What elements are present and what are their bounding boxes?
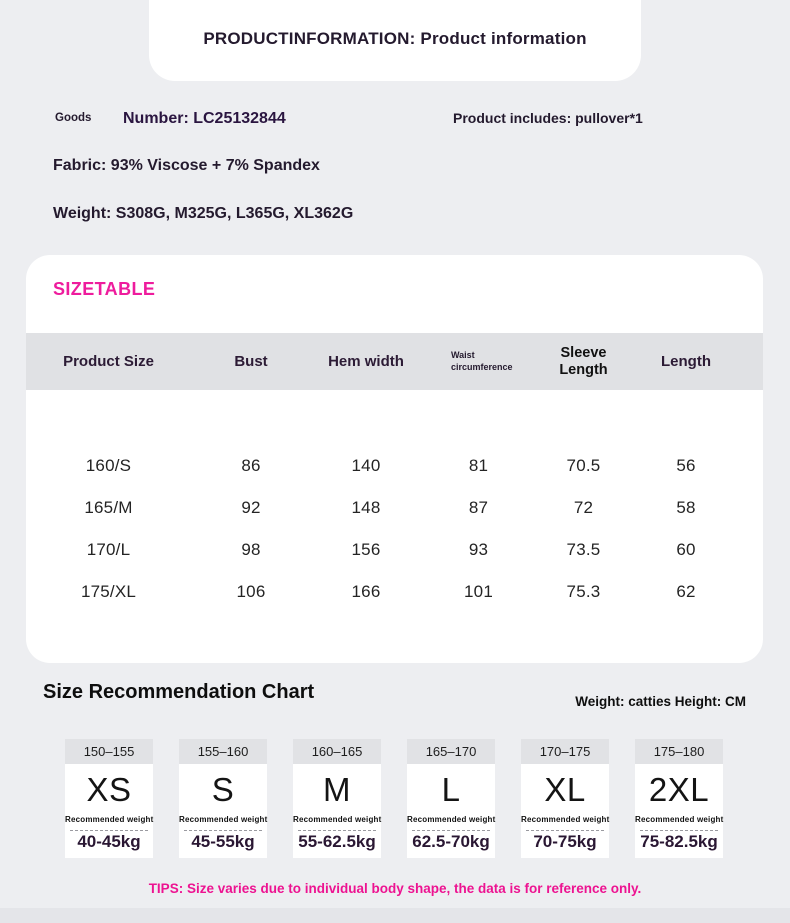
cell-sleeve: 70.5 (566, 456, 601, 475)
recommended-weight-label: Recommended weight (407, 815, 496, 824)
cell-hem-width: 166 (351, 582, 381, 601)
size-label: M (323, 771, 351, 808)
recommended-weight-label: Recommended weight (521, 815, 610, 824)
dashed-divider (184, 830, 262, 831)
goods-number: Number: LC25132844 (123, 110, 286, 127)
cell-length: 62 (676, 582, 696, 601)
size-recommendation-title: Size Recommendation Chart (43, 681, 315, 703)
size-card-l (407, 739, 495, 858)
size-card-s (179, 739, 267, 858)
tips-text: TIPS: Size varies due to individual body shape, the data is for reference only. (148, 881, 642, 896)
cell-product-size: 165/M (84, 498, 133, 517)
dashed-divider (298, 830, 376, 831)
cell-length: 58 (676, 498, 696, 517)
cell-bust: 106 (236, 582, 266, 601)
table-row (26, 529, 763, 571)
cell-length: 60 (676, 540, 696, 559)
cell-waist: 93 (468, 540, 489, 559)
cell-hem-width: 140 (351, 456, 381, 475)
cell-waist: 87 (468, 498, 489, 517)
size-label: XL (544, 771, 586, 808)
dashed-divider (526, 830, 604, 831)
cell-hem-width: 148 (351, 498, 381, 517)
height-range: 165–170 (407, 739, 495, 764)
units-note: Weight: catties Height: CM (575, 694, 746, 709)
page-title: PRODUCTINFORMATION: Product information (203, 29, 587, 48)
weight-range: 40-45kg (77, 832, 141, 851)
cell-length: 56 (676, 456, 696, 475)
size-label: L (441, 771, 461, 808)
cell-sleeve: 73.5 (566, 540, 601, 559)
fabric-info: Fabric: 93% Viscose + 7% Spandex (53, 157, 320, 174)
size-table-header-row (26, 333, 763, 390)
cell-hem-width: 156 (351, 540, 381, 559)
weight-range: 45-55kg (191, 832, 255, 851)
recommended-weight-label: Recommended weight (635, 815, 724, 824)
size-card-2xl (635, 739, 723, 858)
cell-product-size: 170/L (86, 540, 131, 559)
table-row (26, 571, 763, 613)
column-header-bust: Bust (234, 352, 268, 370)
cell-sleeve: 75.3 (566, 582, 601, 601)
height-range: 160–165 (293, 739, 381, 764)
recommended-weight-label: Recommended weight (65, 815, 154, 824)
column-header-length: Length (661, 352, 711, 370)
cell-bust: 86 (241, 456, 261, 475)
recommended-weight-label: Recommended weight (293, 815, 382, 824)
footer-strip (0, 908, 790, 923)
cell-sleeve: 72 (573, 498, 594, 517)
size-table-title: SIZETABLE (53, 279, 156, 299)
column-header-hem-width: Hem width (328, 352, 404, 370)
weight-range: 55-62.5kg (298, 832, 376, 851)
size-table-body (26, 390, 763, 613)
size-label: 2XL (648, 771, 710, 808)
weight-range: 75-82.5kg (640, 832, 718, 851)
size-card-m (293, 739, 381, 858)
size-card-xl (521, 739, 609, 858)
dashed-divider (640, 830, 718, 831)
size-card-xs (65, 739, 153, 858)
column-header-product-size: Product Size (63, 352, 154, 370)
size-label: XS (86, 771, 132, 808)
weight-range: 62.5-70kg (412, 832, 490, 851)
size-recommendation-cards (65, 739, 723, 858)
cell-product-size: 175/XL (80, 582, 137, 601)
column-header-sleeve-length: Sleeve Length (559, 344, 608, 378)
height-range: 155–160 (179, 739, 267, 764)
table-row (26, 487, 763, 529)
weight-range: 70-75kg (533, 832, 597, 851)
weight-info: Weight: S308G, M325G, L365G, XL362G (53, 205, 354, 222)
cell-waist: 101 (464, 582, 493, 601)
size-label: S (211, 771, 235, 808)
product-includes: Product includes: pullover*1 (453, 110, 643, 126)
height-range: 150–155 (65, 739, 153, 764)
height-range: 175–180 (635, 739, 723, 764)
size-table-card (26, 255, 763, 663)
recommended-weight-label: Recommended weight (179, 815, 268, 824)
height-range: 170–175 (521, 739, 609, 764)
cell-product-size: 160/S (85, 456, 132, 475)
dashed-divider (70, 830, 148, 831)
goods-label: Goods (55, 112, 92, 124)
cell-bust: 98 (241, 540, 261, 559)
table-row (26, 445, 763, 487)
cell-bust: 92 (241, 498, 261, 517)
product-info-header-card (149, 0, 641, 81)
column-header-waist-circumference: Waist circumference (451, 349, 513, 372)
cell-waist: 81 (468, 456, 489, 475)
dashed-divider (412, 830, 490, 831)
